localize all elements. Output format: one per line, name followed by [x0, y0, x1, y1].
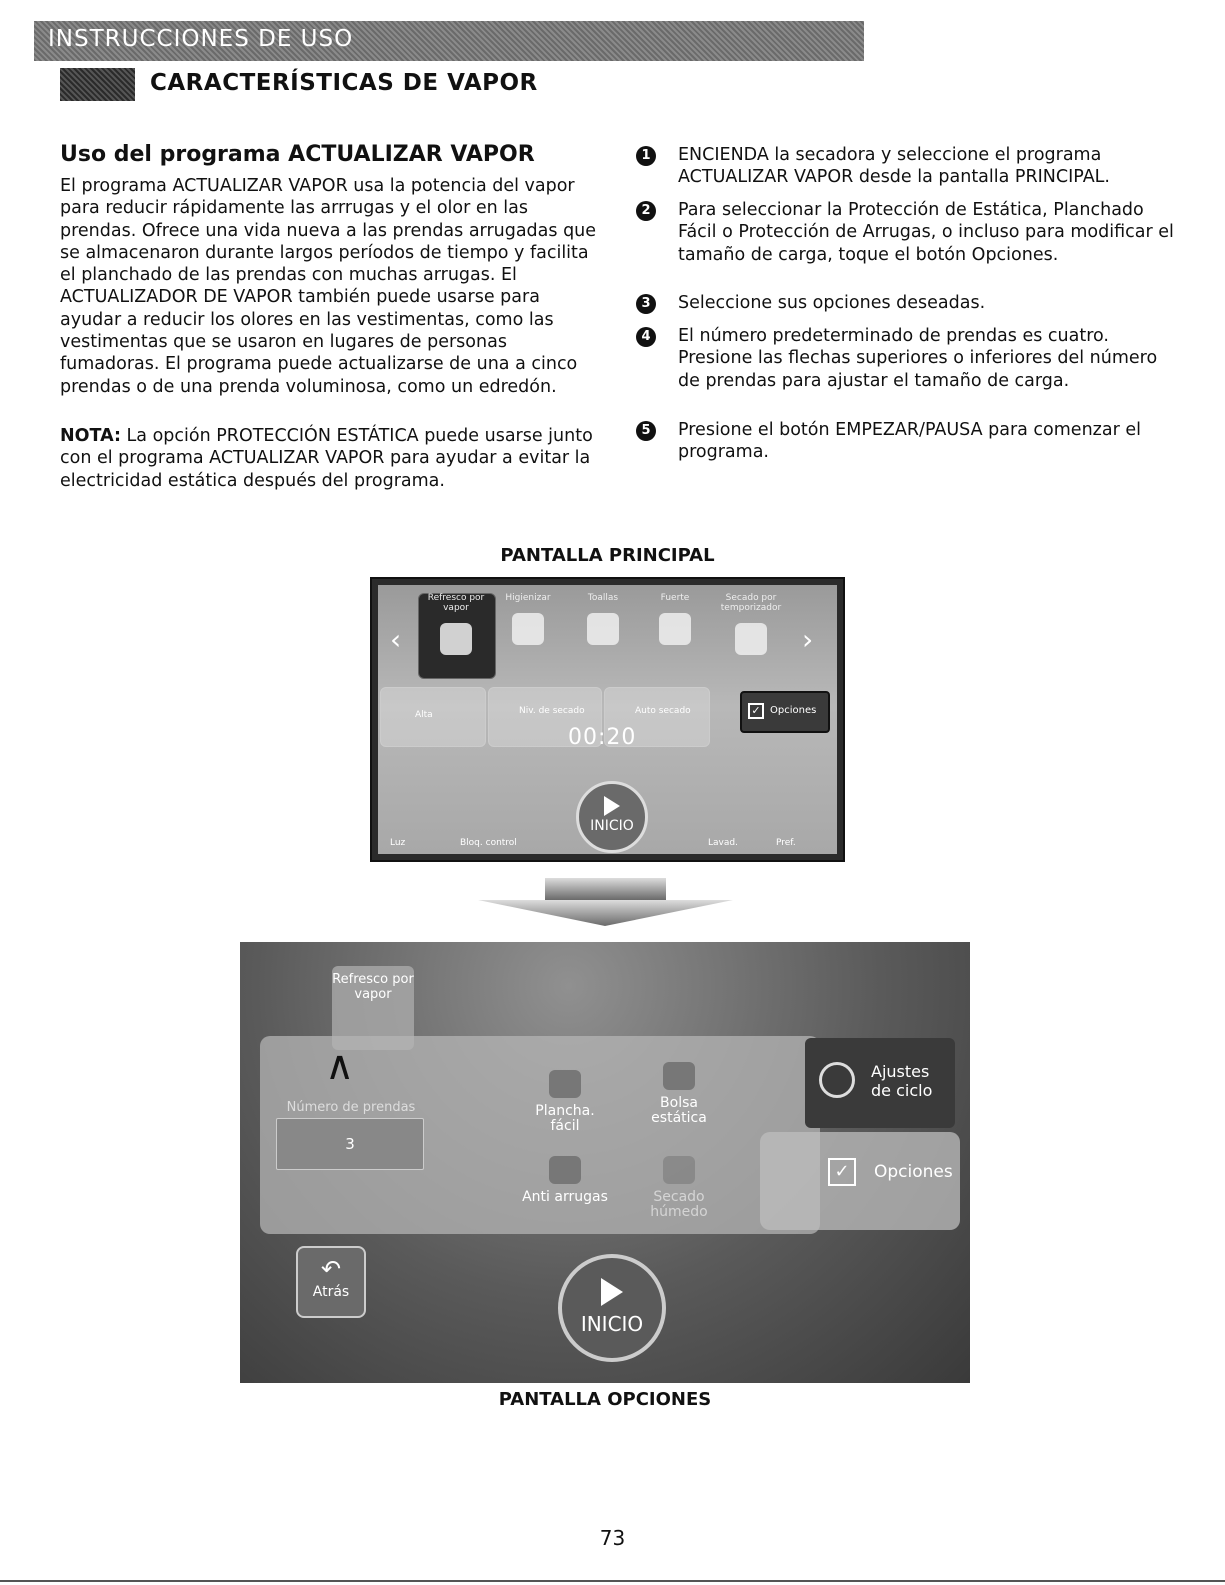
program-timed-dry[interactable] [716, 593, 786, 655]
timer-icon [735, 623, 767, 655]
step-text: ENCIENDA la secadora y seleccione el programa ACTUALIZAR VAPOR desde la pantalla PRINCIPAL. [678, 145, 1110, 188]
program-steam-refresh[interactable] [421, 593, 491, 655]
options-button[interactable] [740, 691, 830, 733]
main-screen-image [370, 577, 845, 862]
sanitize-icon [512, 613, 544, 645]
footer-prefs[interactable]: Pref. [776, 838, 796, 848]
program-towels[interactable] [568, 593, 638, 645]
shirt-icon [549, 1156, 581, 1184]
chevron-up-icon[interactable]: ∧ [325, 1043, 355, 1089]
program-label: Toallas [587, 593, 619, 603]
damp-dry-icon [663, 1156, 695, 1184]
box-label: Auto secado [635, 706, 691, 716]
option-label: Secado húmedo [650, 1189, 708, 1220]
play-icon [601, 1278, 623, 1306]
main-screen-caption: PANTALLA PRINCIPAL [500, 545, 715, 566]
step-text: Presione el botón EMPEZAR/PAUSA para comenzar el programa. [678, 420, 1141, 463]
quantity-value[interactable]: 3 [276, 1118, 424, 1170]
option-label: Bolsa estática [651, 1095, 707, 1126]
cycle-time: 00:20 [568, 725, 637, 750]
back-label: Atrás [312, 1284, 350, 1300]
quantity-label: Número de prendas [286, 1100, 416, 1115]
options-label: Opciones [874, 1162, 953, 1182]
start-label: INICIO [590, 818, 634, 834]
back-button[interactable] [296, 1246, 366, 1318]
note-paragraph [60, 425, 600, 492]
program-label: Fuerte [660, 593, 690, 603]
options-button[interactable] [760, 1132, 960, 1230]
step-text: Para seleccionar la Protección de Estática, Planchado Fácil o Protección de Arrugas, o incluso para modificar el tamaño de carga, toque el botón Opciones. [678, 200, 1174, 265]
intro-paragraph: El programa ACTUALIZAR VAPOR usa la potencia del vapor para reducir rápidamente las arrrugas y el olor en las prendas. Ofrece una vida nueva a las prendas arrugadas que se almacenaron durante largos períodos de tiempo y facilita el planchado de las prendas con muchas arrugas. El ACTUALIZADOR DE VAPOR también puede usarse para ayudar a reducir los olores en las vestimentas, como las vestimentas que se usaron en lugares de personas fumadoras. El programa puede actualizarse de una a cinco prendas o de una prenda voluminosa, como un edredón. [60, 176, 597, 397]
program-sanitize[interactable] [493, 593, 563, 645]
step-text: Seleccione sus opciones deseadas. [678, 293, 986, 313]
options-panel [260, 1036, 820, 1234]
page-number: 73 [599, 1526, 626, 1550]
options-screen-image [240, 942, 970, 1383]
shield-icon [663, 1062, 695, 1090]
note-label: NOTA: [60, 426, 121, 446]
bottom-rule [0, 1580, 1225, 1582]
program-label: Refresco por vapor [427, 593, 485, 613]
option-anti-wrinkle[interactable] [520, 1156, 610, 1205]
steam-cloud-icon [440, 623, 472, 655]
start-label: INICIO [580, 1312, 644, 1336]
towels-icon [587, 613, 619, 645]
box-label: Niv. de secado [519, 706, 585, 716]
section-title: CARACTERÍSTICAS DE VAPOR [150, 70, 538, 96]
options-screen-caption: PANTALLA OPCIONES [498, 1389, 712, 1410]
footer-washer[interactable]: Lavad. [708, 838, 738, 848]
chevron-left-icon[interactable]: ‹ [390, 623, 402, 656]
step-number: 2 [636, 201, 656, 221]
step-5 [636, 419, 1176, 464]
cycle-settings-label: Ajustes de ciclo [871, 1062, 933, 1100]
step-text: El número predeterminado de prendas es cuatro. Presione las flechas superiores o inferiores del número de prendas para ajustar el tamaño de carga. [678, 326, 1158, 391]
option-static-guard[interactable] [634, 1062, 724, 1126]
back-arrow-icon: ↶ [320, 1255, 342, 1283]
step-3 [636, 292, 1176, 314]
program-label: Secado por temporizador [720, 593, 782, 613]
option-label: Plancha. fácil [535, 1103, 595, 1134]
start-button[interactable] [558, 1254, 666, 1362]
cycle-arrows-icon [819, 1062, 855, 1098]
subsection-title: Uso del programa ACTUALIZAR VAPOR [60, 142, 535, 167]
iron-icon [549, 1070, 581, 1098]
step-number: 4 [636, 327, 656, 347]
checkbox-icon: ✓ [828, 1158, 856, 1186]
footer-light[interactable]: Luz [390, 838, 406, 848]
temp-box[interactable] [380, 687, 486, 747]
checkbox-icon: ✓ [748, 703, 764, 719]
step-1 [636, 144, 1176, 189]
step-number: 5 [636, 421, 656, 441]
step-2 [636, 199, 1176, 266]
option-damp-dry[interactable] [634, 1156, 724, 1220]
play-icon [604, 796, 620, 816]
program-heavy[interactable] [640, 593, 710, 645]
header-band-label: INSTRUCCIONES DE USO [48, 26, 354, 52]
garment-icon [659, 613, 691, 645]
program-label: Higienizar [505, 593, 551, 603]
cycle-settings-button[interactable] [805, 1038, 955, 1128]
chevron-right-icon[interactable]: › [802, 623, 814, 656]
down-arrow-icon [478, 878, 733, 928]
options-label: Opciones [770, 705, 817, 716]
start-button[interactable] [576, 781, 648, 853]
step-number: 1 [636, 146, 656, 166]
note-text: La opción PROTECCIÓN ESTÁTICA puede usarse junto con el programa ACTUALIZAR VAPOR para ayudar a evitar la electricidad estática después del programa. [60, 426, 593, 491]
program-tab-label: Refresco por vapor [332, 972, 414, 1002]
header-band [34, 21, 864, 61]
footer-lock[interactable]: Bloq. control [460, 838, 517, 848]
option-label: Anti arrugas [522, 1189, 608, 1205]
box-label: Alta [415, 710, 433, 720]
step-4 [636, 325, 1176, 392]
option-easy-iron[interactable] [520, 1070, 610, 1134]
step-number: 3 [636, 294, 656, 314]
section-marker [60, 68, 135, 101]
